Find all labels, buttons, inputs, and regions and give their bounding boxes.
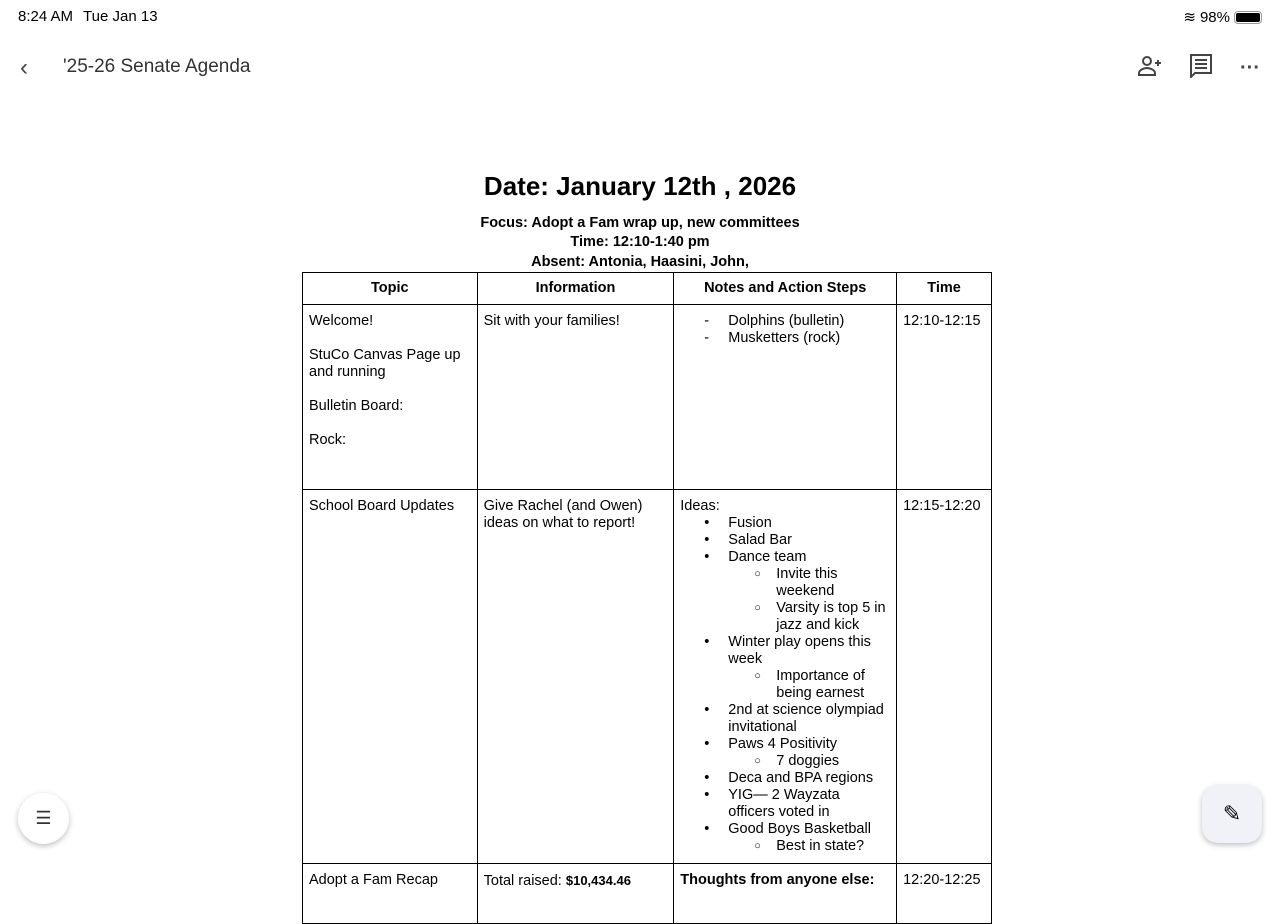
list-icon: ☰	[35, 808, 52, 828]
outline-button[interactable]	[18, 793, 69, 844]
table-row	[303, 305, 992, 490]
doc-time: Time: 12:10-1:40 pm	[570, 234, 710, 250]
info-cell: Total raised: $10,434.46	[477, 864, 674, 924]
info-cell: Give Rachel (and Owen) ideas on what to report!	[477, 490, 674, 864]
status-bar	[18, 8, 168, 25]
share-add-person-icon[interactable]	[1138, 55, 1162, 82]
topic-cell: School Board Updates	[303, 490, 478, 864]
clock: 8:24 AM	[18, 8, 74, 25]
battery-percent: 98%	[1199, 8, 1230, 26]
doc-focus: Focus: Adopt a Fam wrap up, new committees	[480, 215, 800, 231]
time-cell: 12:20-12:25	[897, 864, 992, 924]
doc-date: Date: January 12th , 2026	[483, 171, 797, 201]
col-header: Time	[897, 273, 992, 305]
time-cell: 12:10-12:15	[897, 305, 992, 490]
agenda-table	[302, 272, 992, 924]
comments-icon[interactable]	[1190, 54, 1212, 83]
app-bar	[0, 52, 1280, 82]
table-row	[303, 864, 992, 924]
battery-icon	[1234, 11, 1262, 24]
notes-cell: - Dolphins (bulletin) - Musketters (rock)	[674, 305, 897, 490]
notes-cell: Thoughts from anyone else:	[674, 864, 897, 924]
col-header: Topic	[303, 273, 478, 305]
back-button[interactable]: ‹	[20, 54, 28, 81]
document-title: '25-26 Senate Agenda	[63, 56, 251, 77]
table-header	[303, 273, 992, 305]
time-cell: 12:15-12:20	[897, 490, 992, 864]
date: Tue Jan 13	[83, 8, 158, 25]
more-options-icon[interactable]: ···	[1240, 57, 1260, 79]
status-right	[1183, 8, 1262, 26]
col-header: Notes and Action Steps	[674, 273, 897, 305]
edit-button[interactable]	[1202, 785, 1262, 843]
wifi-icon: ≋	[1183, 9, 1196, 26]
info-cell: Sit with your families!	[477, 305, 674, 490]
topic-cell: Welcome! StuCo Canvas Page up and running Bulletin Board: Rock:	[303, 305, 478, 490]
doc-absent: Absent: Antonia, Haasini, John,	[531, 254, 749, 270]
pencil-icon: ✎	[1222, 801, 1242, 826]
table-row	[303, 490, 992, 864]
topic-cell: Adopt a Fam Recap	[303, 864, 478, 924]
col-header: Information	[477, 273, 674, 305]
notes-cell: Ideas: • Fusion • Salad Bar • Dance team ○ Invite this weekend ○ Varsity is top 5 in jazz and kick • Winter play opens this week ○ Importance of being earnest • 2nd at science olympiad invitational • Paws 4 Positivity ○ 7 doggies • Deca and BPA regions • YIG— 2 Wayzata officers voted in • Good Boys Basketball ○ Best in state?	[674, 490, 897, 864]
